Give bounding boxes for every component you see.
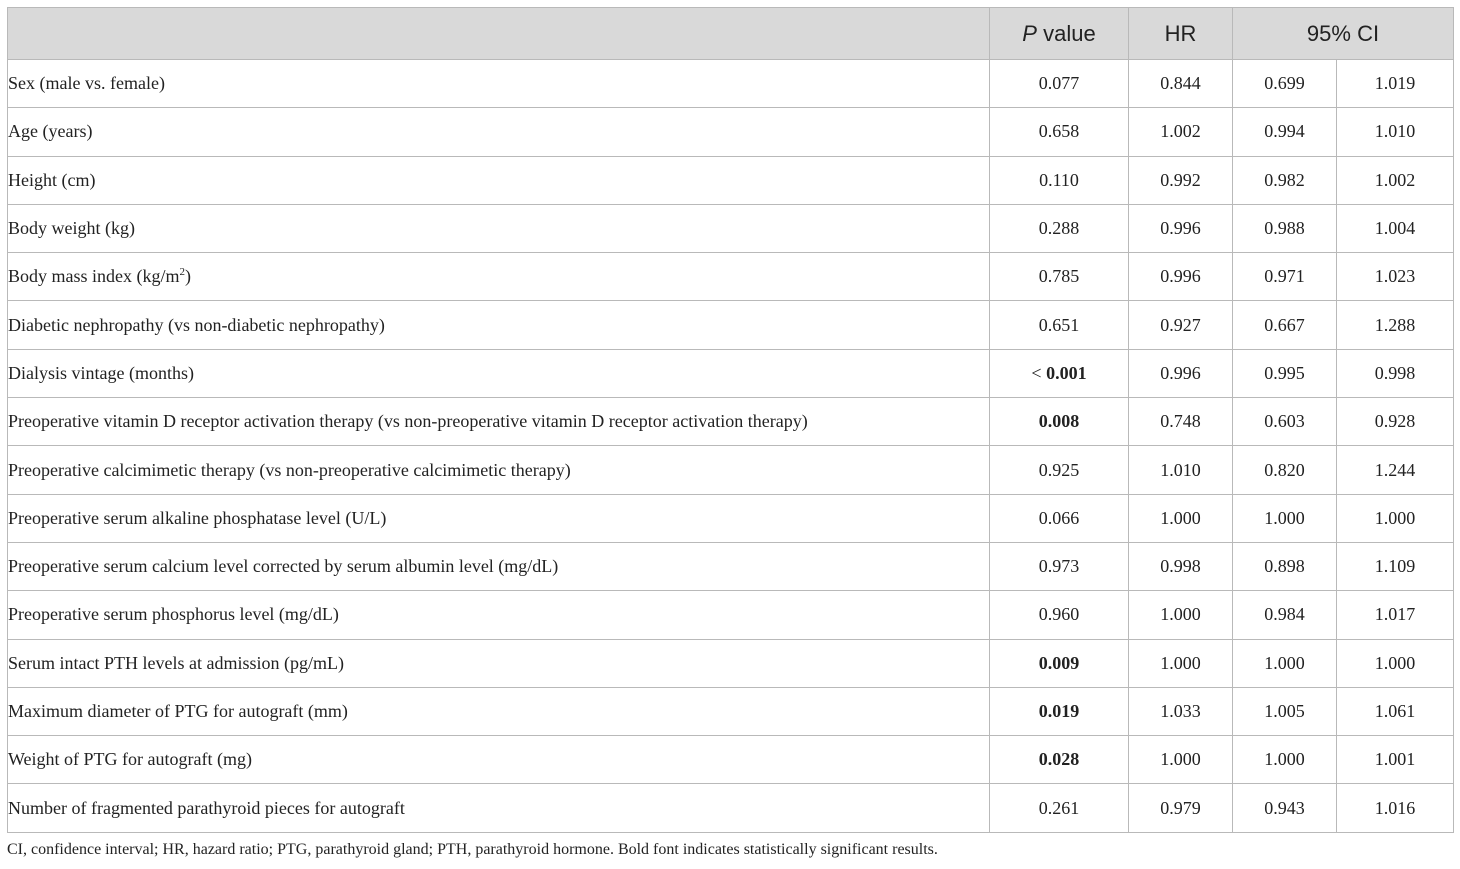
results-table xyxy=(7,7,1454,833)
row-hr: 1.010 xyxy=(1129,446,1233,494)
row-hr: 0.748 xyxy=(1129,398,1233,446)
row-label: Weight of PTG for autograft (mg) xyxy=(8,736,990,784)
row-ci-high: 1.061 xyxy=(1337,687,1454,735)
row-hr: 1.000 xyxy=(1129,494,1233,542)
row-p-value: 0.925 xyxy=(990,446,1129,494)
row-hr: 0.996 xyxy=(1129,349,1233,397)
row-label-superscript: 2 xyxy=(179,266,185,279)
row-label: Diabetic nephropathy (vs non-diabetic nephropathy) xyxy=(8,301,990,349)
row-hr: 0.844 xyxy=(1129,60,1233,108)
row-label: Preoperative vitamin D receptor activation therapy (vs non-preoperative vitamin D receptor activation therapy) xyxy=(8,398,990,446)
row-ci-low: 0.982 xyxy=(1233,156,1337,204)
row-label: Body weight (kg) xyxy=(8,204,990,252)
row-ci-high: 1.001 xyxy=(1337,736,1454,784)
p-value-prefix: < xyxy=(1031,362,1047,383)
table-row xyxy=(8,446,1454,494)
row-p-value: 0.009 xyxy=(990,639,1129,687)
row-ci-low: 1.000 xyxy=(1233,736,1337,784)
row-ci-high: 1.016 xyxy=(1337,784,1454,832)
row-ci-high: 1.004 xyxy=(1337,204,1454,252)
row-ci-high: 0.998 xyxy=(1337,349,1454,397)
row-p-value: 0.066 xyxy=(990,494,1129,542)
row-ci-low: 0.943 xyxy=(1233,784,1337,832)
row-ci-low: 0.820 xyxy=(1233,446,1337,494)
row-p-value: 0.077 xyxy=(990,60,1129,108)
row-hr: 0.996 xyxy=(1129,253,1233,301)
row-p-value xyxy=(990,349,1129,397)
row-ci-low: 0.603 xyxy=(1233,398,1337,446)
row-label: Serum intact PTH levels at admission (pg/mL) xyxy=(8,639,990,687)
table-row xyxy=(8,494,1454,542)
row-ci-low: 0.988 xyxy=(1233,204,1337,252)
row-ci-low: 0.994 xyxy=(1233,108,1337,156)
row-p-value: 0.008 xyxy=(990,398,1129,446)
row-p-value: 0.261 xyxy=(990,784,1129,832)
row-hr: 1.033 xyxy=(1129,687,1233,735)
row-label: Sex (male vs. female) xyxy=(8,60,990,108)
row-p-value: 0.110 xyxy=(990,156,1129,204)
table-row xyxy=(8,108,1454,156)
table-row xyxy=(8,156,1454,204)
row-ci-low: 0.699 xyxy=(1233,60,1337,108)
row-ci-high: 1.023 xyxy=(1337,253,1454,301)
row-p-value: 0.288 xyxy=(990,204,1129,252)
row-hr: 0.998 xyxy=(1129,542,1233,590)
row-label-suffix: ) xyxy=(185,266,191,287)
row-p-value: 0.651 xyxy=(990,301,1129,349)
row-label: Preoperative serum alkaline phosphatase level (U/L) xyxy=(8,494,990,542)
row-ci-high: 1.019 xyxy=(1337,60,1454,108)
row-hr: 1.000 xyxy=(1129,736,1233,784)
row-label: Preoperative serum calcium level corrected by serum albumin level (mg/dL) xyxy=(8,542,990,590)
row-label: Dialysis vintage (months) xyxy=(8,349,990,397)
row-ci-low: 1.005 xyxy=(1233,687,1337,735)
row-hr: 1.002 xyxy=(1129,108,1233,156)
table-row xyxy=(8,253,1454,301)
header-variable xyxy=(8,8,990,60)
row-hr: 1.000 xyxy=(1129,591,1233,639)
table-row xyxy=(8,301,1454,349)
row-p-value: 0.960 xyxy=(990,591,1129,639)
table-row xyxy=(8,687,1454,735)
row-ci-high: 1.244 xyxy=(1337,446,1454,494)
header-p-value xyxy=(990,8,1129,60)
table-row xyxy=(8,204,1454,252)
row-p-value: 0.658 xyxy=(990,108,1129,156)
row-ci-low: 0.971 xyxy=(1233,253,1337,301)
row-hr: 0.992 xyxy=(1129,156,1233,204)
row-ci-high: 1.010 xyxy=(1337,108,1454,156)
row-hr: 0.996 xyxy=(1129,204,1233,252)
row-label xyxy=(8,253,990,301)
row-ci-high: 0.928 xyxy=(1337,398,1454,446)
row-label: Preoperative serum phosphorus level (mg/dL) xyxy=(8,591,990,639)
row-p-value: 0.028 xyxy=(990,736,1129,784)
p-value-significant: 0.001 xyxy=(1046,362,1087,383)
header-ci: 95% CI xyxy=(1233,8,1454,60)
row-ci-low: 0.984 xyxy=(1233,591,1337,639)
row-label: Height (cm) xyxy=(8,156,990,204)
row-p-value: 0.019 xyxy=(990,687,1129,735)
header-p-rest: value xyxy=(1036,20,1096,46)
row-ci-high: 1.288 xyxy=(1337,301,1454,349)
row-p-value: 0.973 xyxy=(990,542,1129,590)
table-row xyxy=(8,639,1454,687)
row-ci-low: 0.898 xyxy=(1233,542,1337,590)
table-row xyxy=(8,591,1454,639)
table-row xyxy=(8,784,1454,832)
row-p-value: 0.785 xyxy=(990,253,1129,301)
table-row xyxy=(8,736,1454,784)
row-label: Maximum diameter of PTG for autograft (mm) xyxy=(8,687,990,735)
row-ci-low: 1.000 xyxy=(1233,494,1337,542)
row-ci-low: 0.667 xyxy=(1233,301,1337,349)
row-ci-high: 1.017 xyxy=(1337,591,1454,639)
table-row xyxy=(8,398,1454,446)
header-hr: HR xyxy=(1129,8,1233,60)
table-row xyxy=(8,60,1454,108)
row-hr: 0.927 xyxy=(1129,301,1233,349)
row-ci-high: 1.000 xyxy=(1337,494,1454,542)
row-label-text: Body mass index (kg/m xyxy=(8,266,180,287)
row-hr: 0.979 xyxy=(1129,784,1233,832)
row-label: Number of fragmented parathyroid pieces for autograft xyxy=(8,784,990,832)
row-label: Preoperative calcimimetic therapy (vs non-preoperative calcimimetic therapy) xyxy=(8,446,990,494)
table-footnote: CI, confidence interval; HR, hazard ratio; PTG, parathyroid gland; PTH, parathyroid hormone. Bold font indicates statistically significant results. xyxy=(7,841,938,858)
row-ci-high: 1.109 xyxy=(1337,542,1454,590)
header-p-italic: P xyxy=(1022,20,1037,46)
row-hr: 1.000 xyxy=(1129,639,1233,687)
row-ci-low: 0.995 xyxy=(1233,349,1337,397)
table-row xyxy=(8,349,1454,397)
row-ci-low: 1.000 xyxy=(1233,639,1337,687)
row-ci-high: 1.002 xyxy=(1337,156,1454,204)
row-ci-high: 1.000 xyxy=(1337,639,1454,687)
table-row xyxy=(8,542,1454,590)
row-label: Age (years) xyxy=(8,108,990,156)
table-header-row xyxy=(8,8,1454,60)
